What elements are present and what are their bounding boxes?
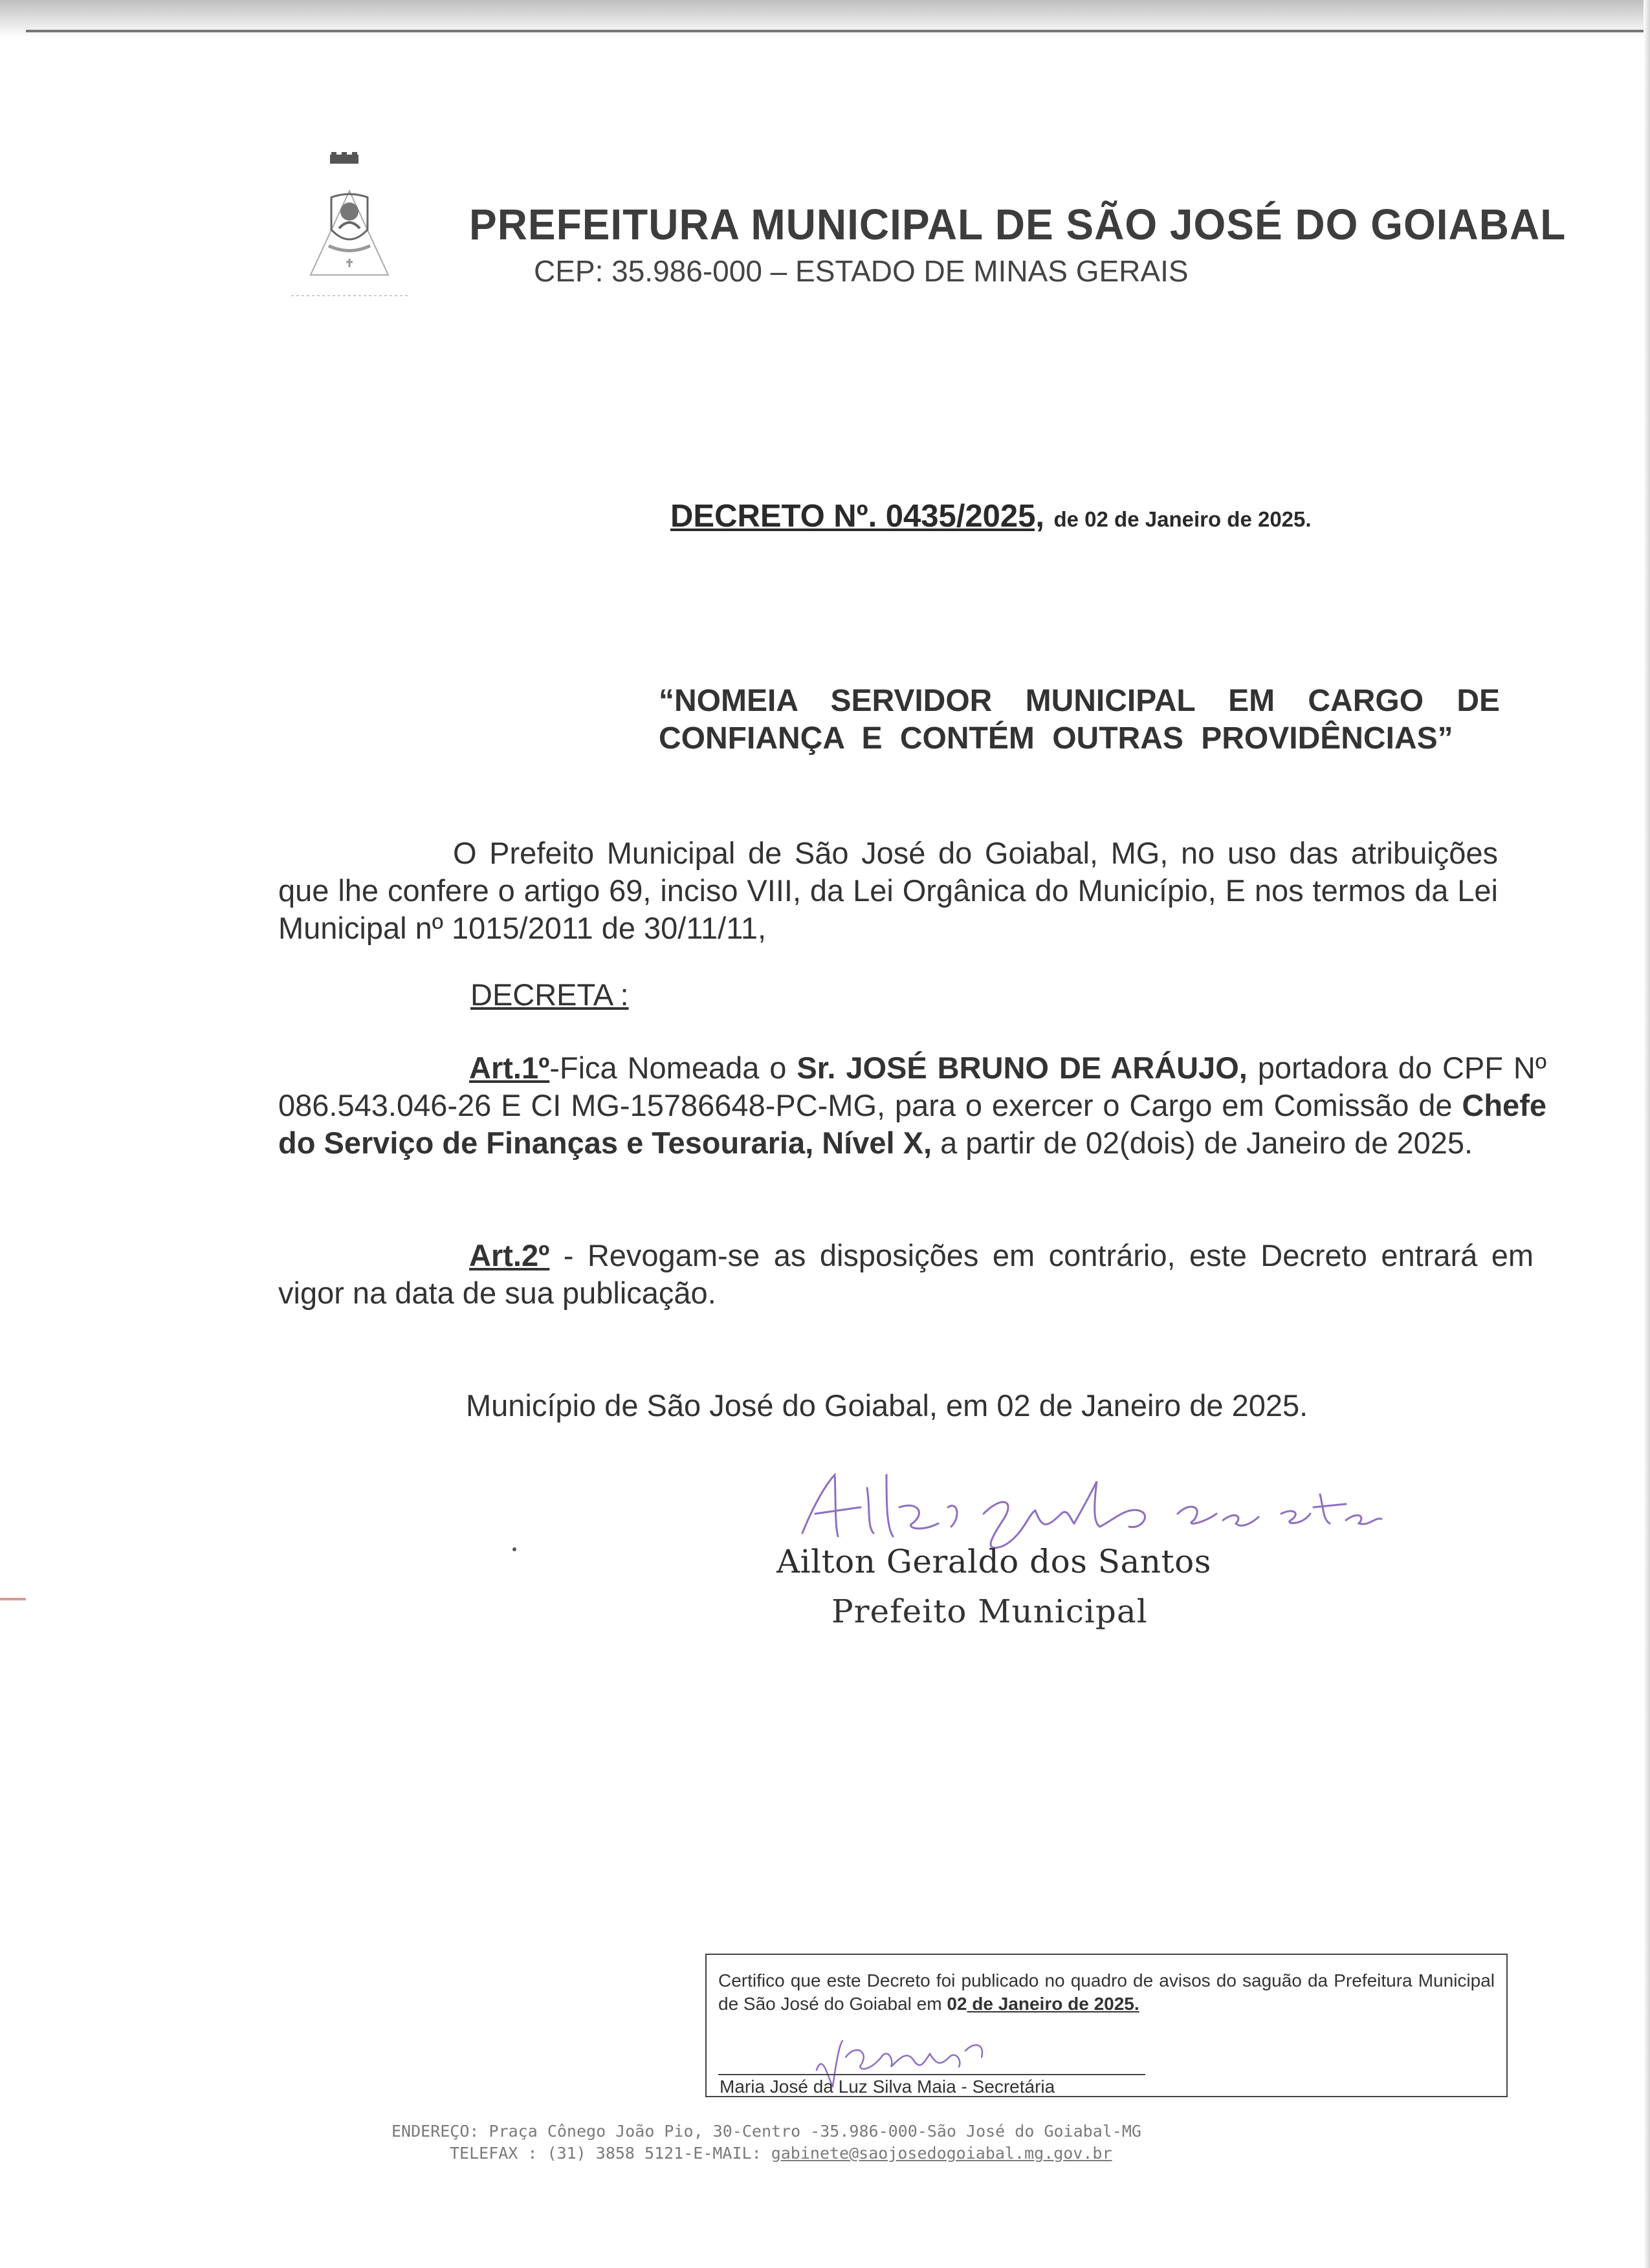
scan-right-edge <box>1644 0 1650 2268</box>
publication-certificate-box <box>705 1954 1508 2097</box>
mayor-title: Prefeito Municipal <box>831 1593 1148 1630</box>
signature-line <box>718 2074 1145 2075</box>
certificate-text <box>718 1969 1495 2016</box>
mayor-handwritten-signature <box>789 1462 1385 1553</box>
article-2 <box>278 1237 1534 1312</box>
footer-address: ENDEREÇO: Praça Cônego João Pio, 30-Centro -35.986-000-São José do Goiabal-MG <box>391 2122 1141 2141</box>
preamble-paragraph <box>278 834 1498 947</box>
article-1-label: Art.1º <box>469 1051 550 1085</box>
article-1-text: a partir de 02(dois) de Janeiro de 2025. <box>932 1126 1473 1160</box>
secretary-name: Maria José da Luz Silva Maia - Secretária <box>720 2077 1055 2097</box>
article-2-text: - Revogam-se as disposições em contrário, este Decreto entrará em vigor na data de sua publicação. <box>278 1238 1534 1310</box>
decree-summary <box>659 682 1500 758</box>
article-1-text: portadora do CPF Nº 086.543.046-26 E CI MG-15786648-PC-MG, para o exercer o Cargo em Comissão de <box>278 1051 1546 1122</box>
footer-phone: TELEFAX : (31) 3858 5121-E-MAIL: <box>450 2144 771 2163</box>
footer-email-link[interactable]: gabinete@saojosedogoiabal.mg.gov.br <box>771 2144 1112 2163</box>
stray-mark <box>512 1547 516 1551</box>
footer-contact <box>450 2144 1112 2163</box>
decree-heading <box>670 498 1312 534</box>
mayor-name: Ailton Geraldo dos Santos <box>776 1543 1211 1580</box>
municipal-coat-of-arms-icon <box>291 152 408 298</box>
decree-number: DECRETO Nº. 0435/2025, <box>670 499 1045 534</box>
decreta-heading: DECRETA : <box>470 977 629 1012</box>
scan-mark <box>0 1598 26 1600</box>
preamble-text: O Prefeito Municipal de São José do Goiabal, MG, no uso das atribuições que lhe confere o artigo 69, inciso VIII, da Lei Orgânica do Município, E nos termos da Lei Municipal nº 1015/2011 de 30/11/11, <box>278 836 1498 945</box>
certificate-statement: Certifico que este Decreto foi publicado no quadro de avisos do saguão da Prefeitura Municipal de São José do Goiabal em <box>718 1970 1495 2014</box>
institution-name: PREFEITURA MUNICIPAL DE SÃO JOSÉ DO GOIABAL <box>469 200 1567 249</box>
institution-cep-line: CEP: 35.986-000 – ESTADO DE MINAS GERAIS <box>534 254 1189 288</box>
article-2-label: Art.2º <box>469 1238 550 1272</box>
appointee-name: Sr. JOSÉ BRUNO DE ARÁUJO, <box>797 1051 1248 1085</box>
decree-summary-line: CONFIANÇA E CONTÉM OUTRAS PROVIDÊNCIAS” <box>659 721 1453 756</box>
article-1 <box>278 1049 1546 1162</box>
decree-summary-line: “NOMEIA SERVIDOR MUNICIPAL EM CARGO DE <box>659 684 1500 718</box>
appointed-role: Chefe do Serviço de Finanças e Tesouraria, Nível X, <box>278 1088 1546 1160</box>
article-1-text: -Fica Nomeada o <box>549 1051 797 1085</box>
certificate-day: 02 <box>947 1994 967 2014</box>
certificate-date: de Janeiro de 2025. <box>967 1994 1139 2014</box>
scan-edge-line <box>26 30 1650 32</box>
place-and-date: Município de São José do Goiabal, em 02 de Janeiro de 2025. <box>466 1388 1308 1423</box>
decree-date: de 02 de Janeiro de 2025. <box>1053 507 1312 531</box>
